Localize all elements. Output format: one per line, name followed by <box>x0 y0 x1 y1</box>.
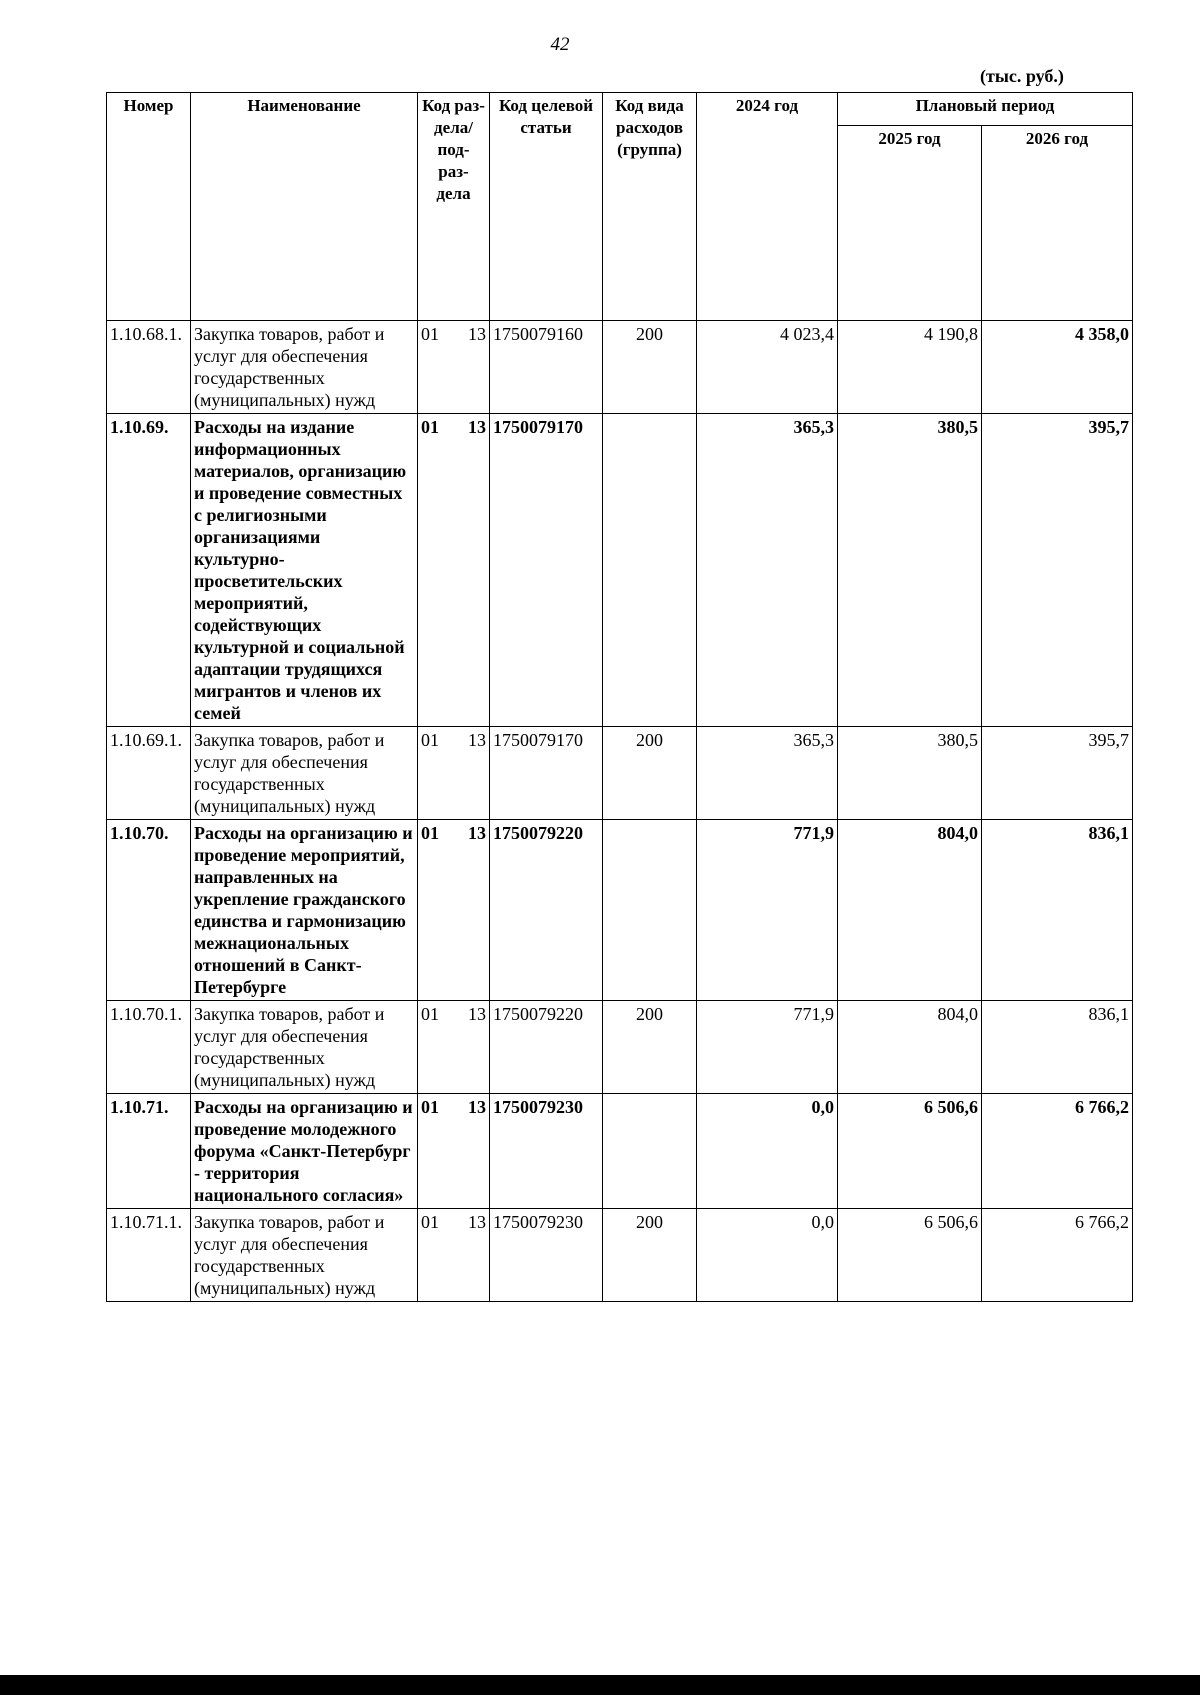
row-2024: 771,9 <box>697 820 838 1001</box>
table-row <box>107 414 1133 727</box>
units-label: (тыс. руб.) <box>980 66 1064 86</box>
row-subsection: 13 <box>468 417 486 437</box>
row-section-cell <box>418 820 490 1001</box>
row-name: Закупка товаров, работ и услуг для обеспечения государственных (муниципальных) нужд <box>191 321 418 414</box>
row-section: 01 <box>421 1004 439 1024</box>
header-year-2026: 2026 год <box>982 126 1133 321</box>
row-2024: 0,0 <box>697 1209 838 1302</box>
row-2024: 365,3 <box>697 727 838 820</box>
row-group <box>603 414 697 727</box>
row-section-cell <box>418 727 490 820</box>
page-number: 42 <box>550 34 570 55</box>
row-group: 200 <box>603 1001 697 1094</box>
header-year-2024: 2024 год <box>697 93 838 321</box>
row-name: Расходы на организацию и проведение мероприятий, направленных на укрепление гражданского единства и гармонизацию межнациональных отношений в Санкт-Петербурге <box>191 820 418 1001</box>
table-row <box>107 1209 1133 1302</box>
row-section: 01 <box>421 1212 439 1232</box>
header-section-code: Код раз- дела/ под- раз- дела <box>418 93 490 321</box>
row-2026: 4 358,0 <box>982 321 1133 414</box>
row-2025: 6 506,6 <box>838 1209 982 1302</box>
table-row <box>107 321 1133 414</box>
header-expense-type: Код вида расходов (группа) <box>603 93 697 321</box>
row-subsection: 13 <box>468 823 486 843</box>
row-number: 1.10.69.1. <box>107 727 191 820</box>
row-number: 1.10.71.1. <box>107 1209 191 1302</box>
row-section: 01 <box>421 1097 439 1117</box>
row-section-cell <box>418 1209 490 1302</box>
row-name: Закупка товаров, работ и услуг для обеспечения государственных (муниципальных) нужд <box>191 1209 418 1302</box>
row-2024: 771,9 <box>697 1001 838 1094</box>
row-2026: 836,1 <box>982 820 1133 1001</box>
row-target: 1750079220 <box>490 1001 603 1094</box>
row-target: 1750079160 <box>490 321 603 414</box>
row-section: 01 <box>421 417 439 437</box>
row-2025: 380,5 <box>838 414 982 727</box>
table-row <box>107 1001 1133 1094</box>
row-number: 1.10.68.1. <box>107 321 191 414</box>
row-group: 200 <box>603 321 697 414</box>
row-2026: 836,1 <box>982 1001 1133 1094</box>
table-row <box>107 1094 1133 1209</box>
row-subsection: 13 <box>468 730 486 750</box>
budget-table <box>106 92 1133 1302</box>
row-group <box>603 1094 697 1209</box>
scan-bottom-border <box>0 1675 1200 1695</box>
row-2026: 6 766,2 <box>982 1094 1133 1209</box>
row-name: Расходы на организацию и проведение молодежного форума «Санкт-Петербург - территория национального согласия» <box>191 1094 418 1209</box>
header-row <box>107 93 1133 126</box>
header-target-code: Код целевой статьи <box>490 93 603 321</box>
row-2024: 0,0 <box>697 1094 838 1209</box>
table-row <box>107 820 1133 1001</box>
row-2025: 804,0 <box>838 820 982 1001</box>
row-subsection: 13 <box>468 324 486 344</box>
header-name: Наименование <box>191 93 418 321</box>
row-target: 1750079170 <box>490 727 603 820</box>
row-name: Расходы на издание информационных материалов, организацию и проведение совместных с религиозными организациями культурно-просветительских мероприятий, содействующих культурной и социальной адаптации трудящихся мигрантов и членов их семей <box>191 414 418 727</box>
row-2024: 365,3 <box>697 414 838 727</box>
row-2026: 395,7 <box>982 414 1133 727</box>
row-number: 1.10.71. <box>107 1094 191 1209</box>
row-group <box>603 820 697 1001</box>
row-target: 1750079230 <box>490 1209 603 1302</box>
row-subsection: 13 <box>468 1097 486 1117</box>
row-section-cell <box>418 1094 490 1209</box>
row-group: 200 <box>603 1209 697 1302</box>
header-number: Номер <box>107 93 191 321</box>
row-name: Закупка товаров, работ и услуг для обеспечения государственных (муниципальных) нужд <box>191 727 418 820</box>
row-target: 1750079220 <box>490 820 603 1001</box>
row-subsection: 13 <box>468 1212 486 1232</box>
row-2025: 6 506,6 <box>838 1094 982 1209</box>
table-row <box>107 727 1133 820</box>
row-number: 1.10.70. <box>107 820 191 1001</box>
row-section-cell <box>418 1001 490 1094</box>
row-section-cell <box>418 321 490 414</box>
row-2025: 380,5 <box>838 727 982 820</box>
row-number: 1.10.69. <box>107 414 191 727</box>
row-name: Закупка товаров, работ и услуг для обеспечения государственных (муниципальных) нужд <box>191 1001 418 1094</box>
row-2025: 804,0 <box>838 1001 982 1094</box>
header-year-2025: 2025 год <box>838 126 982 321</box>
row-2025: 4 190,8 <box>838 321 982 414</box>
row-2026: 6 766,2 <box>982 1209 1133 1302</box>
row-group: 200 <box>603 727 697 820</box>
row-subsection: 13 <box>468 1004 486 1024</box>
row-2024: 4 023,4 <box>697 321 838 414</box>
row-section-cell <box>418 414 490 727</box>
row-section: 01 <box>421 823 439 843</box>
table-body <box>107 321 1133 1302</box>
row-section: 01 <box>421 730 439 750</box>
row-section: 01 <box>421 324 439 344</box>
row-2026: 395,7 <box>982 727 1133 820</box>
row-target: 1750079230 <box>490 1094 603 1209</box>
row-number: 1.10.70.1. <box>107 1001 191 1094</box>
row-target: 1750079170 <box>490 414 603 727</box>
header-plan-period: Плановый период <box>838 93 1133 126</box>
